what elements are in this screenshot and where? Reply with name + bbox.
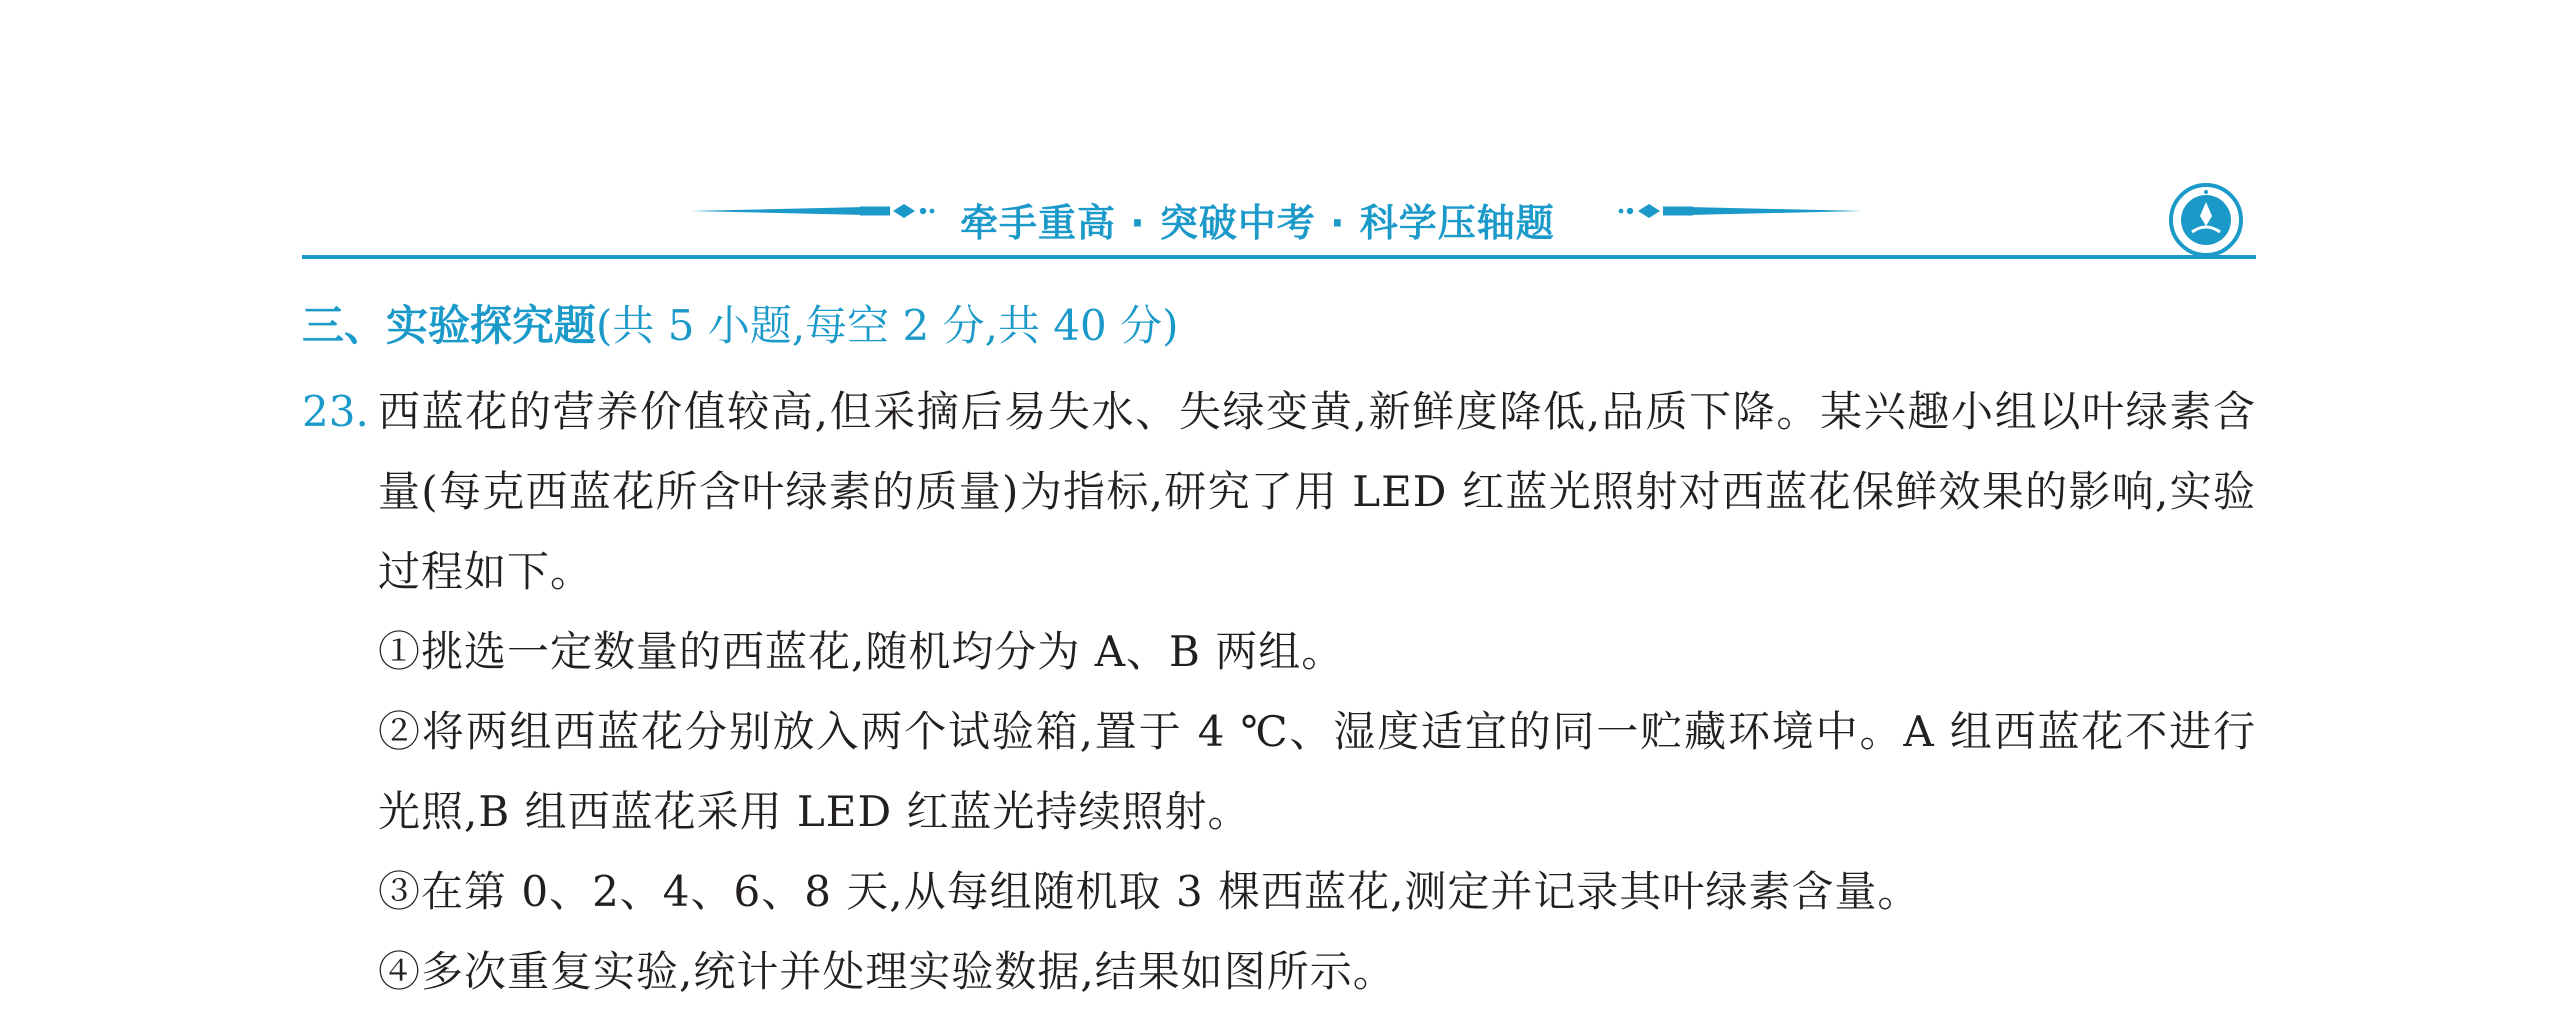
question-23 bbox=[302, 372, 2256, 1012]
header-title: 牵手重高 · 突破中考 · 科学压轴题 bbox=[960, 201, 1555, 245]
step-2: ②将两组西蓝花分别放入两个试验箱,置于 4 ℃、湿度适宜的同一贮藏环境中。A 组西蓝花不进行光照,B 组西蓝花采用 LED 红蓝光持续照射。 bbox=[378, 707, 2256, 836]
question-intro: 西蓝花的营养价值较高,但采摘后易失水、失绿变黄,新鲜度降低,品质下降。某兴趣小组以叶绿素含量(每克西蓝花所含叶绿素的质量)为指标,研究了用 LED 红蓝光照射对西蓝花保鲜效果的影响,实验过程如下。 bbox=[378, 387, 2256, 596]
section-heading-score: (共 5 小题,每空 2 分,共 40 分) bbox=[596, 301, 1179, 350]
page-content bbox=[302, 290, 2256, 1012]
header-ornament-left-icon bbox=[690, 198, 935, 224]
question-number: 23. bbox=[302, 387, 369, 436]
header-ornament-right-icon bbox=[1618, 198, 1863, 224]
page-header bbox=[0, 0, 2551, 270]
header-divider bbox=[302, 255, 2256, 259]
step-1: ①挑选一定数量的西蓝花,随机均分为 A、B 两组。 bbox=[378, 627, 1345, 676]
step-4: ④多次重复实验,统计并处理实验数据,结果如图所示。 bbox=[378, 947, 1396, 996]
step-3: ③在第 0、2、4、6、8 天,从每组随机取 3 棵西蓝花,测定并记录其叶绿素含量。 bbox=[378, 867, 1921, 916]
section-heading bbox=[302, 290, 2256, 362]
school-emblem-icon bbox=[2168, 182, 2244, 258]
section-heading-main: 三、实验探究题 bbox=[302, 301, 597, 350]
